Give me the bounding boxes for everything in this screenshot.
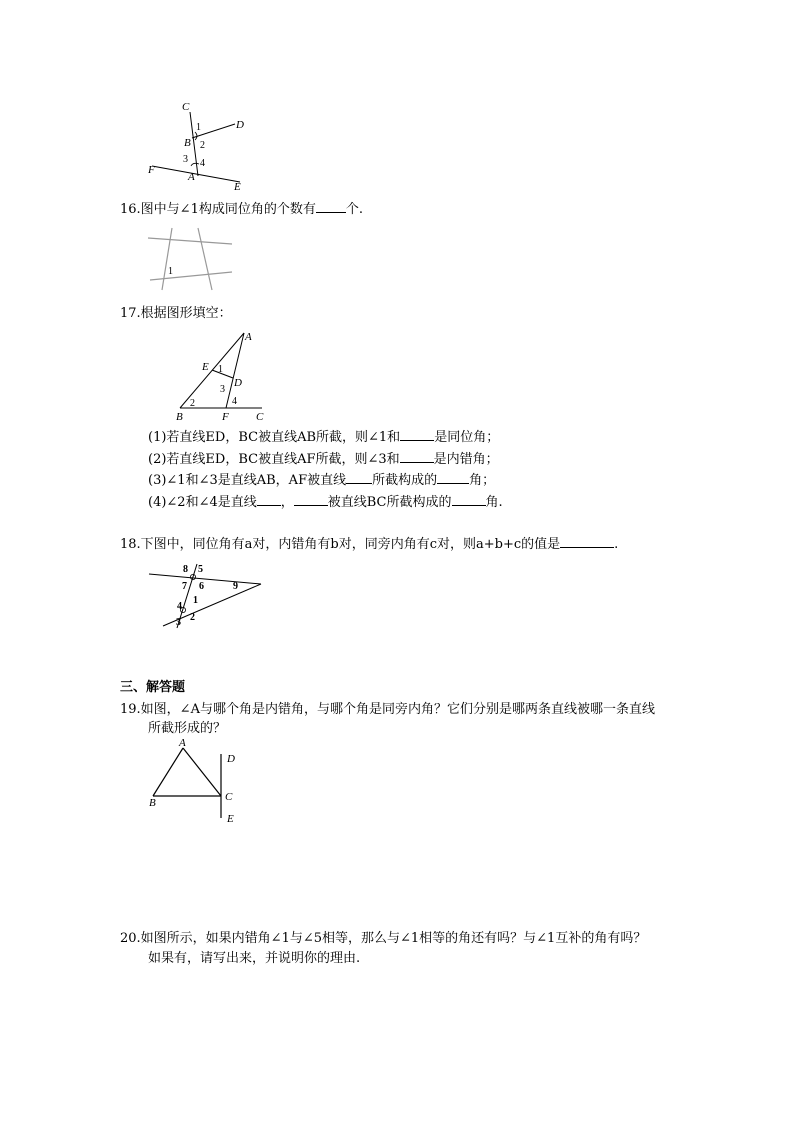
fig19-label-E: E	[227, 813, 234, 825]
q17-blank-2[interactable]	[400, 450, 434, 463]
fig15-label-2: 2	[200, 140, 205, 151]
q18-blank[interactable]	[560, 535, 614, 548]
q17-item-4: (4)∠2和∠4是直线 ， 被直线BC所截构成的 角.	[148, 495, 503, 510]
question-18: 18.下图中，同位角有a对，内错角有b对，同旁内角有c对，则a+b+c的值是 .	[120, 537, 619, 552]
q17-item-2: (2)若直线ED，BC被直线AF所截，则∠3和 是内错角；	[148, 452, 499, 467]
q17-blank-1[interactable]	[400, 428, 434, 441]
fig18-label-8: 8	[183, 564, 188, 575]
fig17-label-A: A	[245, 331, 252, 343]
q16-text-end: 个.	[345, 202, 363, 217]
fig17-label-2: 2	[190, 398, 195, 409]
q20-line-1: 20.如图所示，如果内错角∠1与∠5相等，那么与∠1相等的角还有吗？与∠1互补的角有吗？	[120, 931, 647, 946]
fig19-label-A: A	[179, 737, 186, 749]
fig18-label-6: 6	[199, 581, 204, 592]
fig17-label-E: E	[202, 361, 209, 373]
q19-line-2: 所截形成的？	[148, 721, 227, 736]
fig17-label-3: 3	[220, 384, 225, 395]
fig17-label-F: F	[222, 411, 229, 423]
fig18-label-1: 1	[193, 595, 198, 606]
fig17-label-1: 1	[218, 364, 223, 375]
q16-blank[interactable]	[316, 200, 346, 213]
fig18-label-4: 4	[177, 601, 182, 612]
fig17-label-B: B	[176, 411, 183, 423]
q17-blank-6[interactable]	[294, 493, 328, 506]
q17-blank-7[interactable]	[452, 493, 486, 506]
fig17-label-C: C	[256, 411, 264, 423]
q17-item-1: (1)若直线ED，BC被直线AB所截，则∠1和 是同位角；	[148, 430, 500, 445]
fig19-label-B: B	[149, 797, 156, 809]
fig15-label-C: C	[182, 101, 190, 113]
fig15-label-4: 4	[200, 158, 205, 169]
question-16	[120, 200, 363, 219]
fig17-label-4: 4	[232, 396, 237, 407]
fig18-label-5: 5	[198, 564, 203, 575]
q17-blank-5[interactable]	[257, 493, 281, 506]
fig15-label-A: A	[188, 171, 195, 183]
fig15-label-B: B	[184, 137, 191, 149]
fig15-label-E: E	[234, 181, 241, 193]
figure-19	[145, 738, 245, 828]
fig15-label-D: D	[236, 119, 244, 131]
figure-16	[140, 224, 240, 294]
q20-line-2: 如果有，请写出来，并说明你的理由.	[148, 951, 361, 966]
fig15-label-F: F	[148, 164, 155, 176]
q17-stem: 17.根据图形填空：	[120, 306, 232, 321]
fig17-label-D: D	[234, 377, 242, 389]
fig18-label-2: 2	[190, 612, 195, 623]
fig15-label-3: 3	[183, 154, 188, 165]
figure-15	[140, 96, 260, 196]
fig15-label-1: 1	[196, 122, 201, 133]
q19-line-1: 19.如图，∠A与哪个角是内错角，与哪个角是同旁内角？它们分别是哪两条直线被哪一条直线	[120, 702, 655, 717]
fig18-label-3: 3	[176, 617, 181, 628]
q17-blank-4[interactable]	[437, 471, 469, 484]
section-title: 三、解答题	[120, 680, 186, 695]
q16-text: 16.图中与∠1构成同位角的个数有	[120, 202, 316, 217]
fig19-label-D: D	[227, 753, 235, 765]
fig16-label-1: 1	[168, 266, 173, 277]
fig18-label-9: 9	[233, 581, 238, 592]
figure-18	[145, 562, 265, 632]
figure-17	[170, 330, 270, 422]
fig18-label-7: 7	[182, 581, 187, 592]
q17-blank-3[interactable]	[346, 471, 372, 484]
fig19-label-C: C	[225, 791, 233, 803]
q17-item-3: (3)∠1和∠3是直线AB，AF被直线 所截构成的 角；	[148, 473, 496, 488]
